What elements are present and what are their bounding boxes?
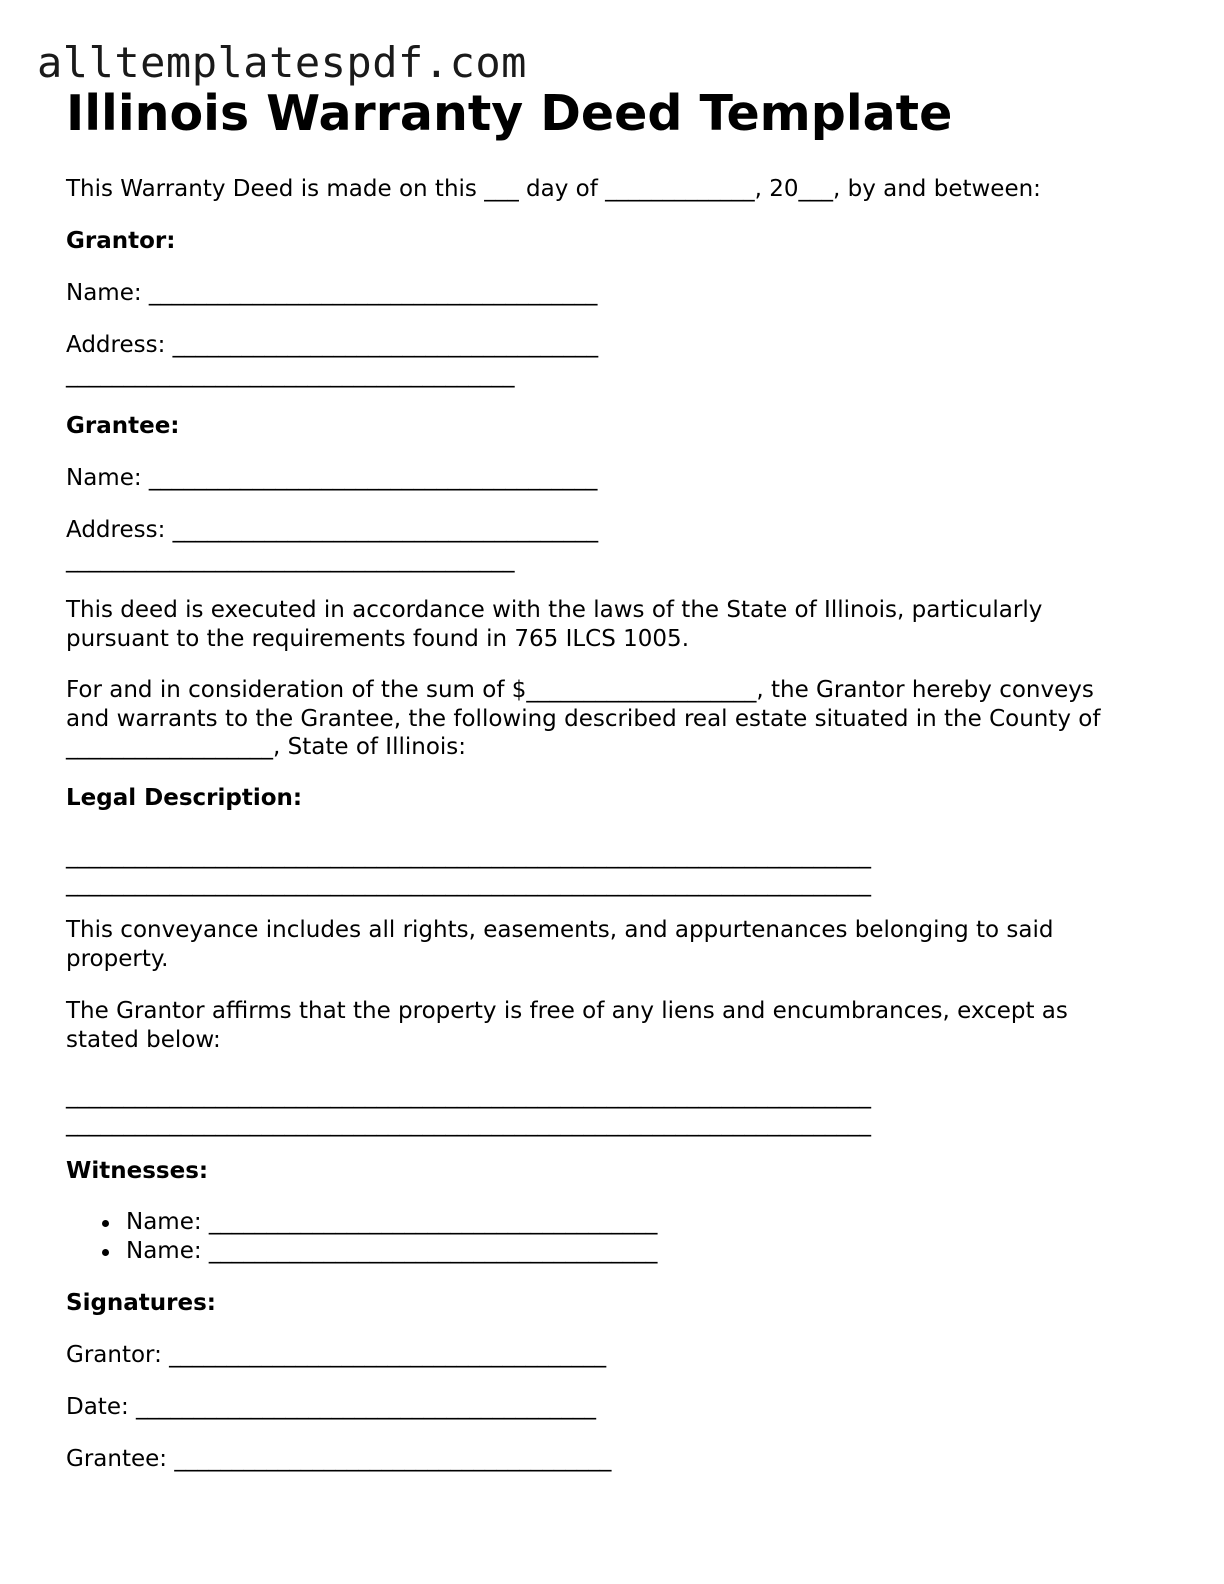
legal-description-field[interactable]: ______________________________________________________________________	[66, 871, 871, 897]
grantee-heading: Grantee:	[66, 413, 180, 439]
consideration-paragraph	[66, 676, 1166, 762]
date-field[interactable]: Date: ________________________________________	[66, 1394, 597, 1420]
witness-name-field[interactable]: Name: _______________________________________	[66, 1237, 657, 1266]
conveyance-line: This conveyance includes all rights, easements, and appurtenances belonging to said	[66, 917, 1054, 943]
consideration-line: and warrants to the Grantee, the following described real estate situated in the County of	[66, 705, 1101, 732]
witness-name-field[interactable]: Name: _______________________________________	[66, 1208, 657, 1237]
signatures-heading: Signatures:	[66, 1290, 217, 1316]
grantee-name-field[interactable]: Name: _______________________________________	[66, 465, 598, 491]
legal-description-heading: Legal Description:	[66, 785, 303, 811]
consideration-line[interactable]: For and in consideration of the sum of $____________________, the Grantor hereby conveys	[66, 677, 1094, 703]
witnesses-list	[66, 1208, 657, 1265]
law-paragraph	[66, 596, 1166, 653]
conveyance-paragraph	[66, 916, 1166, 973]
county-line[interactable]: __________________, State of Illinois:	[66, 734, 467, 760]
grantor-address-field[interactable]: Address: _____________________________________	[66, 332, 599, 358]
liens-line: stated below:	[66, 1026, 221, 1053]
watermark: alltemplatespdf.com	[37, 38, 527, 87]
grantee-address-field[interactable]: Address: _____________________________________	[66, 517, 599, 543]
grantor-signature-field[interactable]: Grantor: ______________________________________	[66, 1342, 607, 1368]
liens-paragraph	[66, 997, 1166, 1054]
exceptions-field[interactable]: ______________________________________________________________________	[66, 1111, 871, 1137]
page-title: Illinois Warranty Deed Template	[66, 85, 953, 142]
intro-line: This Warranty Deed is made on this ___ day of _____________, 20___, by and between:	[66, 176, 1041, 202]
conveyance-line: property.	[66, 945, 169, 972]
exceptions-field[interactable]: ______________________________________________________________________	[66, 1083, 871, 1109]
grantor-heading: Grantor:	[66, 228, 176, 254]
witnesses-heading: Witnesses:	[66, 1158, 209, 1184]
grantor-address-field-2[interactable]: _______________________________________	[66, 362, 515, 388]
grantee-signature-field[interactable]: Grantee: ______________________________________	[66, 1446, 612, 1472]
grantee-address-field-2[interactable]: _______________________________________	[66, 547, 515, 573]
legal-description-field[interactable]: ______________________________________________________________________	[66, 843, 871, 869]
law-paragraph-line: This deed is executed in accordance with the laws of the State of Illinois, particularly	[66, 597, 1043, 623]
law-paragraph-line: pursuant to the requirements found in 765 ILCS 1005.	[66, 625, 689, 652]
liens-line: The Grantor affirms that the property is free of any liens and encumbrances, except as	[66, 998, 1068, 1024]
grantor-name-field[interactable]: Name: _______________________________________	[66, 280, 598, 306]
